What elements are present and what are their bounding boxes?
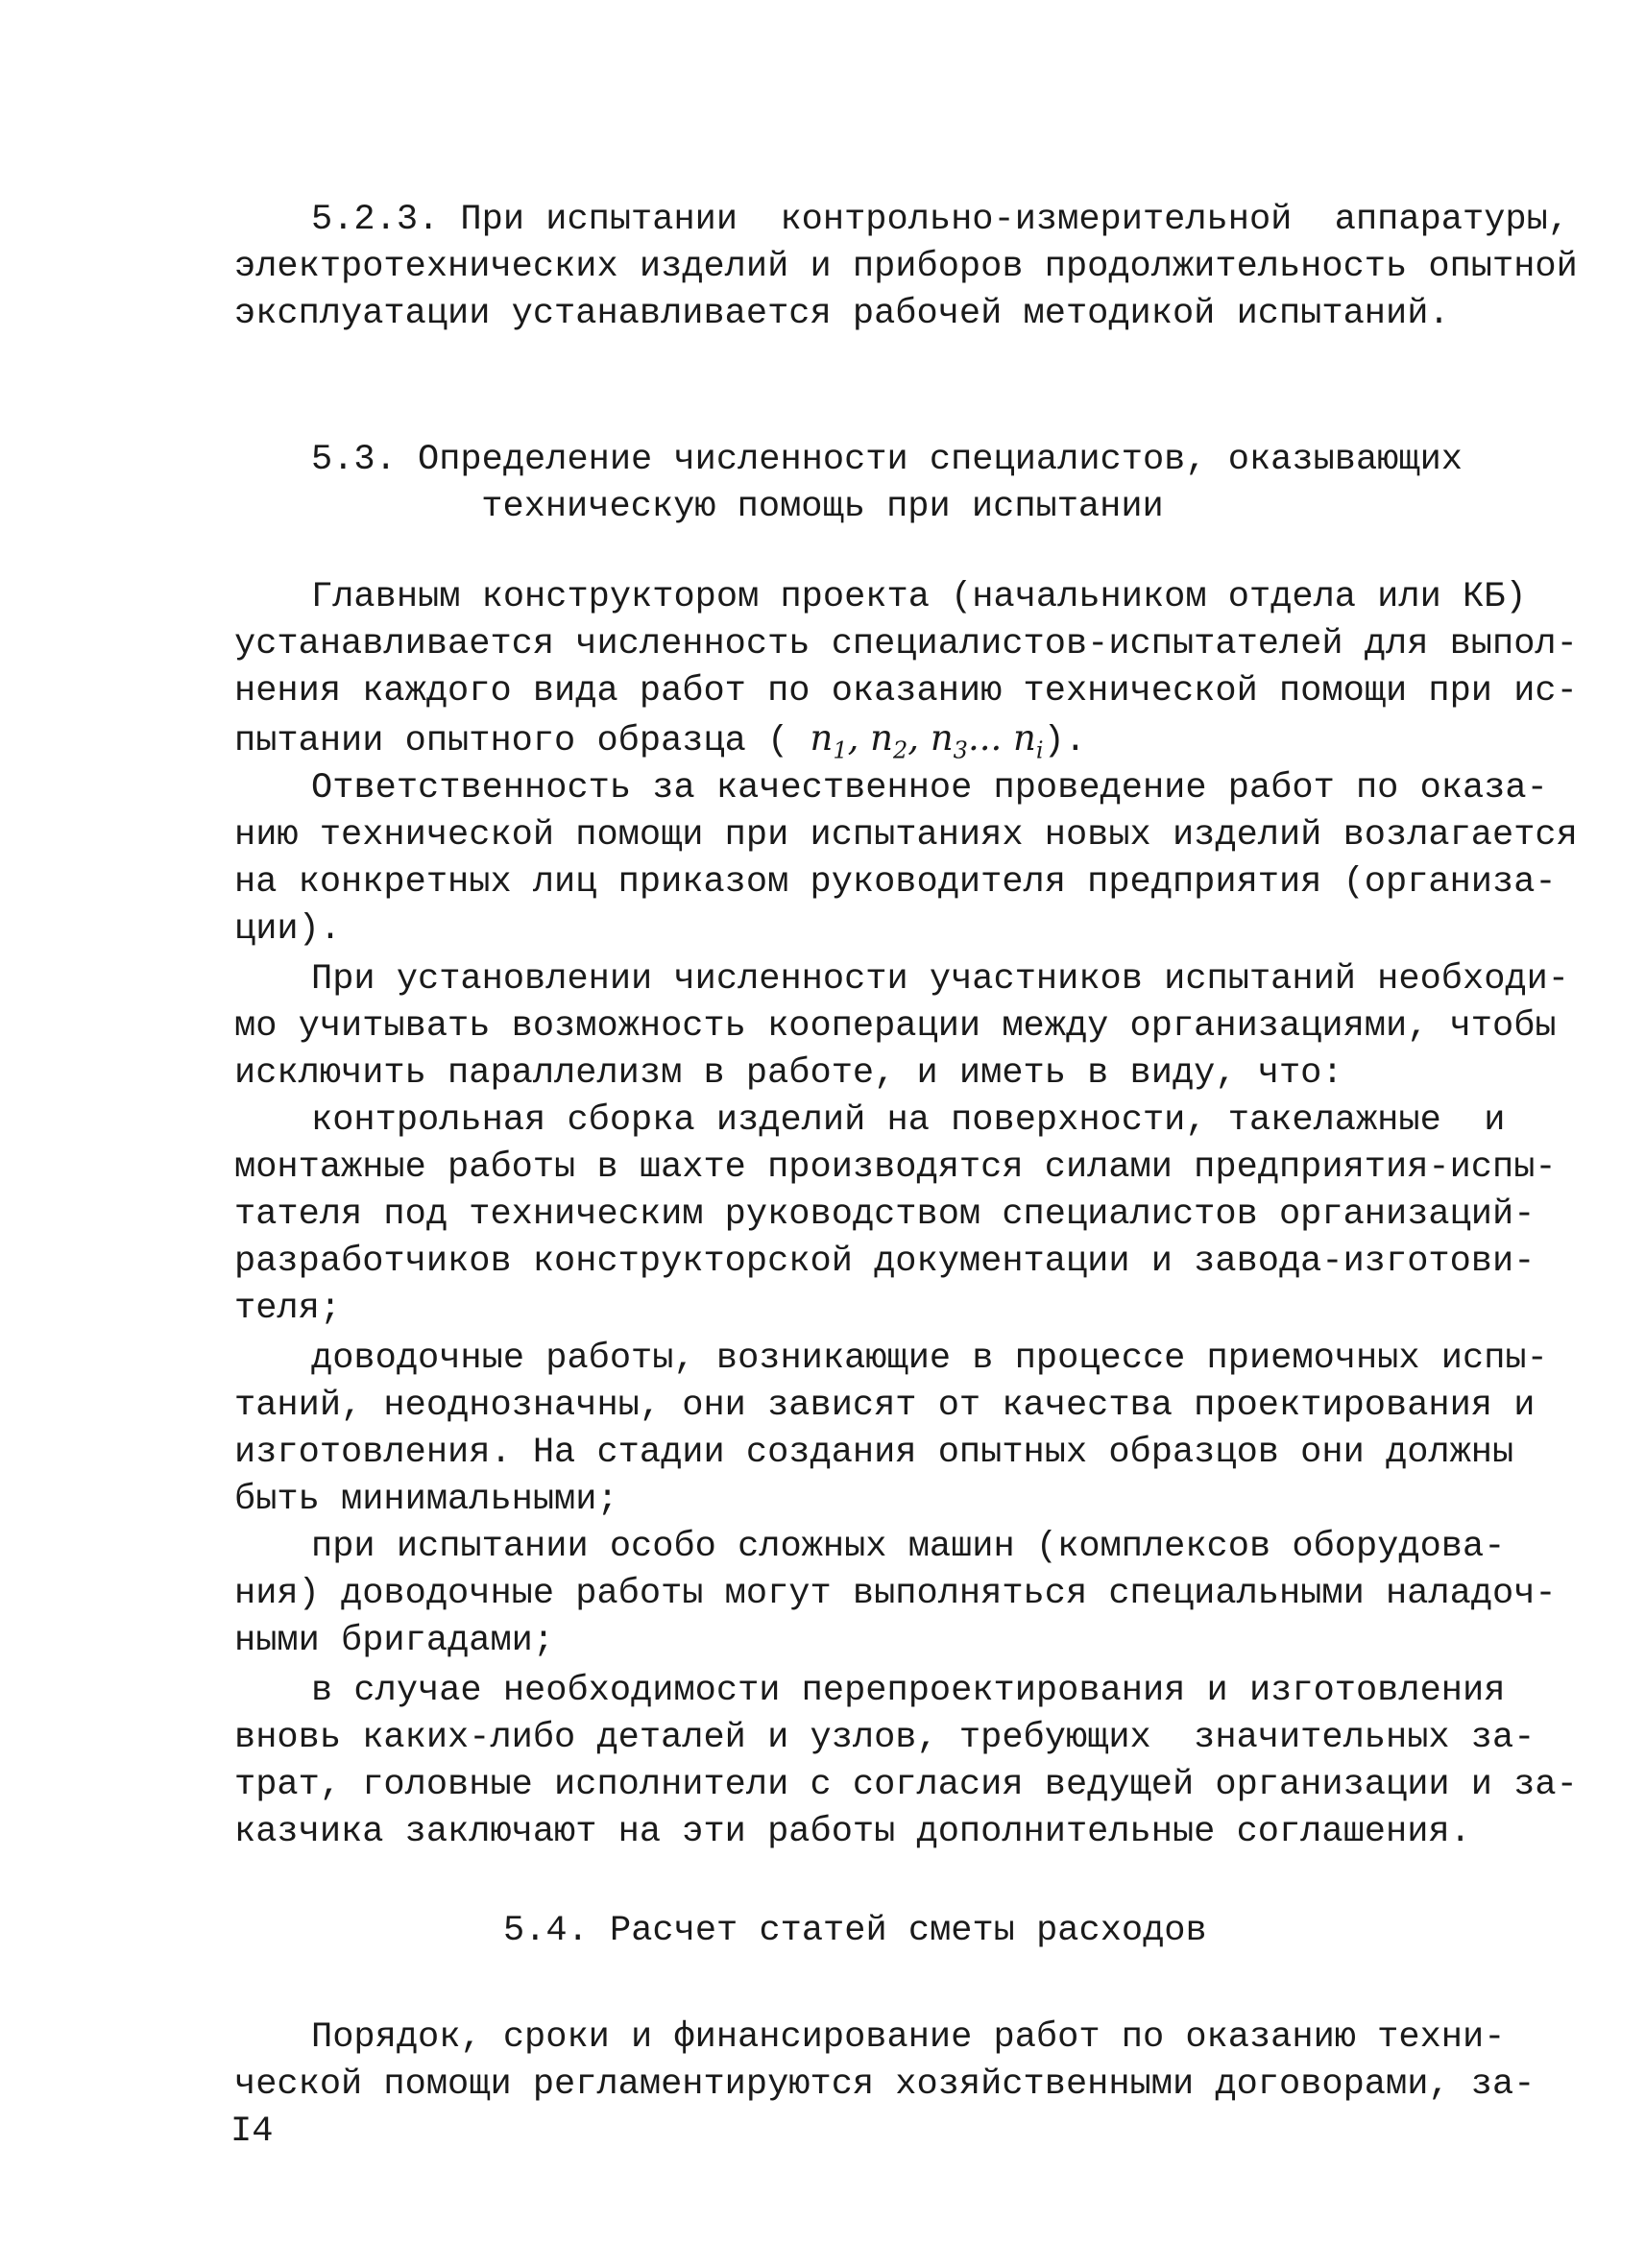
text-line: контрольная сборка изделий на поверхности, такелажные и [311, 1100, 1506, 1141]
text-fragment: ). [1043, 721, 1086, 761]
text-line: Порядок, сроки и финансирование работ по оказанию техни- [311, 2017, 1506, 2058]
text-line: ческой помощи регламентируются хозяйственными договорами, за- [234, 2064, 1536, 2105]
page-number: I4 [230, 2111, 274, 2152]
text-line: на конкретных лиц приказом руководителя предприятия (организа- [234, 862, 1557, 903]
text-line: При установлении численности участников испытаний необходи- [311, 959, 1570, 1000]
text-line: нию технической помощи при испытаниях новых изделий возлагается [234, 815, 1578, 856]
text-line: Главным конструктором проекта (начальником отдела или КБ) [311, 577, 1527, 617]
text-line: быть минимальными; [234, 1480, 618, 1520]
text-line: ния) доводочные работы могут выполняться специальными наладоч- [234, 1574, 1557, 1614]
text-line: ции). [234, 909, 342, 950]
text-line: Ответственность за качественное проведение работ по оказа- [311, 768, 1548, 808]
text-line: нения каждого вида работ по оказанию технической помощи при ис- [234, 671, 1578, 712]
text-line: таний, неоднозначны, они зависят от качества проектирования и [234, 1386, 1536, 1426]
text-line: доводочные работы, возникающие в процессе приемочных испы- [311, 1339, 1548, 1379]
text-line: казчика заключают на эти работы дополнительные соглашения. [234, 1812, 1471, 1852]
text-line: в случае необходимости перепроектирования и изготовления [311, 1671, 1506, 1711]
text-line: теля; [234, 1289, 342, 1329]
text-fragment: пытании опытного образца ( [234, 721, 810, 761]
text-line: устанавливается численность специалистов-испытателей для выпол- [234, 624, 1578, 664]
text-line: ными бригадами; [234, 1621, 555, 1661]
text-line: тателя под техническим руководством специалистов организаций- [234, 1194, 1536, 1235]
text-line: исключить параллелизм в работе, и иметь в виду, что: [234, 1053, 1343, 1094]
text-line: изготовления. На стадии создания опытных образцов они должны [234, 1433, 1514, 1473]
text-line: монтажные работы в шахте производятся силами предприятия-испы- [234, 1147, 1557, 1188]
text-line: электротехнических изделий и приборов продолжительность опытной [234, 247, 1578, 287]
section-heading-cont: техническую помощь при испытании [481, 487, 1164, 527]
text-line: при испытании особо сложных машин (комплексов оборудова- [311, 1527, 1506, 1567]
text-line: трат, головные исполнители с согласия ведущей организации и за- [234, 1765, 1578, 1805]
text-line: мо учитывать возможность кооперации между организациями, чтобы [234, 1006, 1557, 1047]
text-line: эксплуатации устанавливается рабочей методикой испытаний. [234, 294, 1450, 334]
formula: $n_1$, $n_2$, $n_3$... $n_i$ [810, 717, 1044, 764]
text-line: 5.2.3. При испытании контрольно-измерительной аппаратуры, [311, 200, 1570, 240]
section-heading: 5.4. Расчет статей сметы расходов [503, 1911, 1207, 1951]
text-line: разработчиков конструкторской документации и завода-изготови- [234, 1242, 1536, 1282]
section-heading: 5.3. Определение численности специалистов, оказывающих [311, 440, 1463, 480]
text-line: вновь каких-либо деталей и узлов, требующих значительных за- [234, 1718, 1536, 1758]
